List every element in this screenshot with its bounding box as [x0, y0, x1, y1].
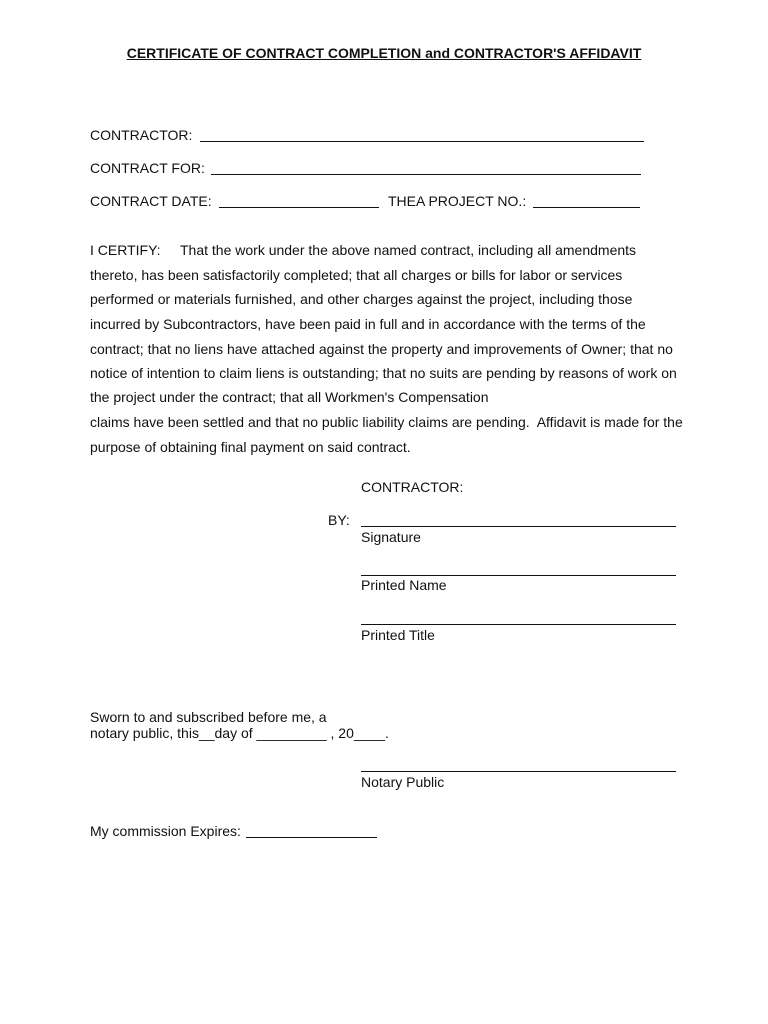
- certify-text-line: incurred by Subcontractors, have been paid in full and in accordance with the terms of the: [90, 316, 646, 332]
- certify-label: I CERTIFY:: [90, 242, 161, 258]
- project-no-field-line[interactable]: [533, 207, 640, 208]
- notary-text-line: Sworn to and subscribed before me, a: [90, 709, 327, 725]
- certify-text-line: notice of intention to claim liens is outstanding; that no suits are pending by reasons of work on: [90, 365, 677, 381]
- certify-text-line: That the work under the above named contract, including all amendments: [180, 242, 637, 258]
- project-no-field-label: THEA PROJECT NO.:: [388, 193, 527, 209]
- signature-caption: Signature: [361, 529, 421, 545]
- signature-contractor-label: CONTRACTOR:: [361, 479, 464, 495]
- by-label: BY:: [328, 512, 350, 528]
- notary-public-caption: Notary Public: [361, 774, 445, 790]
- notary-text-line: notary public, this__day of _________ , 20____.: [90, 725, 389, 741]
- commission-expires-line[interactable]: [246, 837, 377, 838]
- notary-signature-line[interactable]: [361, 771, 676, 772]
- commission-expires-label: My commission Expires:: [90, 823, 241, 839]
- certify-text-line: contract; that no liens have attached against the property and improvements of Owner; that no: [90, 341, 673, 357]
- contractor-field-line[interactable]: [200, 141, 644, 142]
- signature-line[interactable]: [361, 526, 676, 527]
- certify-text-line: purpose of obtaining final payment on said contract.: [90, 439, 411, 455]
- contract-for-field-label: CONTRACT FOR:: [90, 160, 205, 176]
- certify-text-line: thereto, has been satisfactorily completed; that all charges or bills for labor or services: [90, 267, 623, 283]
- printed-title-line[interactable]: [361, 624, 676, 625]
- contract-for-field-line[interactable]: [211, 174, 641, 175]
- certify-text-line: performed or materials furnished, and other charges against the project, including those: [90, 291, 633, 307]
- printed-title-caption: Printed Title: [361, 627, 435, 643]
- contract-date-field-line[interactable]: [219, 207, 379, 208]
- contractor-field-label: CONTRACTOR:: [90, 127, 193, 143]
- certify-text-line: claims have been settled and that no public liability claims are pending. Affidavit is made for the: [90, 414, 683, 430]
- printed-name-caption: Printed Name: [361, 577, 447, 593]
- contract-date-field-label: CONTRACT DATE:: [90, 193, 212, 209]
- certify-text-line: the project under the contract; that all Workmen's Compensation: [90, 389, 489, 405]
- document-title: CERTIFICATE OF CONTRACT COMPLETION and CONTRACTOR'S AFFIDAVIT: [126, 45, 642, 61]
- printed-name-line[interactable]: [361, 575, 676, 576]
